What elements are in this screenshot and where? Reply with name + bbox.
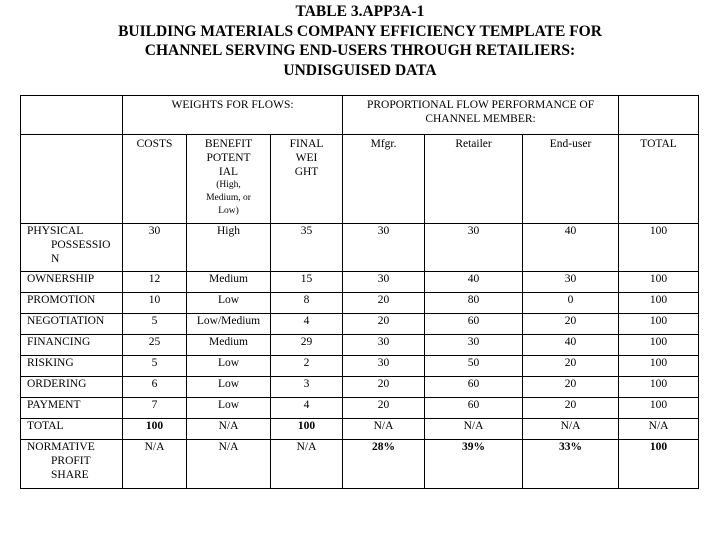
costs-cell: 7 — [123, 398, 187, 419]
row-label: NEGOTIATION — [21, 314, 123, 335]
benefit-note-line-2: Medium, or — [206, 193, 251, 203]
end-user-cell: 20 — [523, 314, 619, 335]
row-label-line-3: SHARE — [51, 469, 89, 481]
benefit-cell: Low — [187, 398, 271, 419]
costs-cell: 10 — [123, 293, 187, 314]
costs-cell: 12 — [123, 272, 187, 293]
row-label — [21, 224, 123, 272]
costs-cell: 25 — [123, 335, 187, 356]
table-row — [21, 314, 699, 335]
end-user-cell: 0 — [523, 293, 619, 314]
title-line-4: UNDISGUISED DATA — [283, 61, 437, 79]
row-label: FINANCING — [21, 335, 123, 356]
benefit-cell: N/A — [187, 440, 271, 489]
benefit-note-line-1: (High, — [216, 180, 241, 190]
title-line-1: TABLE 3.APP3A-1 — [295, 3, 425, 20]
retailer-header: Retailer — [425, 135, 523, 224]
efficiency-template-table — [20, 95, 699, 489]
row-label-line-1: PHYSICAL — [27, 225, 84, 237]
mfgr-cell: 30 — [343, 272, 425, 293]
benefit-header-line-2: POTENT — [206, 152, 251, 164]
costs-cell: 5 — [123, 314, 187, 335]
header-column-row — [21, 135, 699, 224]
benefit-header-line-3: IAL — [218, 166, 239, 178]
table-row — [21, 356, 699, 377]
row-label: PAYMENT — [21, 398, 123, 419]
retailer-cell: 60 — [425, 398, 523, 419]
total-cell: 100 — [619, 335, 699, 356]
total-cell: 100 — [619, 356, 699, 377]
costs-header: COSTS — [123, 135, 187, 224]
benefit-cell: Low — [187, 377, 271, 398]
total-cell: 100 — [619, 272, 699, 293]
end-user-cell: 40 — [523, 224, 619, 272]
header-group-row — [21, 96, 699, 135]
end-user-header: End-user — [523, 135, 619, 224]
benefit-cell: Low/Medium — [187, 314, 271, 335]
retailer-cell: 60 — [425, 314, 523, 335]
costs-cell: 100 — [123, 419, 187, 440]
row-label: TOTAL — [21, 419, 123, 440]
end-user-cell: 20 — [523, 377, 619, 398]
row-label: OWNERSHIP — [21, 272, 123, 293]
retailer-cell: 50 — [425, 356, 523, 377]
final-weight-cell: 35 — [271, 224, 343, 272]
total-cell: N/A — [619, 419, 699, 440]
costs-cell: 5 — [123, 356, 187, 377]
total-cell: 100 — [619, 377, 699, 398]
total-header: TOTAL — [619, 135, 699, 224]
title-line-3: CHANNEL SERVING END-USERS THROUGH RETAILIERS: — [144, 42, 576, 59]
total-cell: 100 — [619, 224, 699, 272]
final-weight-cell: 29 — [271, 335, 343, 356]
final-weight-cell: 8 — [271, 293, 343, 314]
row-label-line-2: POSSESSIO — [51, 239, 111, 251]
title-line-2: BUILDING MATERIALS COMPANY EFFICIENCY TEMPLATE FOR — [118, 22, 602, 40]
benefit-potential-header — [187, 135, 271, 224]
mfgr-cell: 30 — [343, 356, 425, 377]
retailer-cell: 40 — [425, 272, 523, 293]
costs-cell: 6 — [123, 377, 187, 398]
total-cell: 100 — [619, 398, 699, 419]
table-title — [0, 2, 720, 80]
benefit-header-line-1: BENEFIT — [204, 138, 253, 150]
row-label-line-1: NORMATIVE — [27, 441, 95, 453]
performance-group-line-1: PROPORTIONAL FLOW PERFORMANCE OF — [366, 99, 595, 111]
performance-group-header — [343, 96, 619, 135]
mfgr-cell: N/A — [343, 419, 425, 440]
table-row — [21, 377, 699, 398]
benefit-cell: Low — [187, 356, 271, 377]
row-label-line-2: PROFIT — [51, 455, 91, 467]
benefit-cell: Low — [187, 293, 271, 314]
normative-profit-share-row — [21, 440, 699, 489]
total-cell: 100 — [619, 293, 699, 314]
final-weight-cell: 15 — [271, 272, 343, 293]
table-row — [21, 293, 699, 314]
mfgr-cell: 30 — [343, 335, 425, 356]
row-label: ORDERING — [21, 377, 123, 398]
costs-cell: N/A — [123, 440, 187, 489]
end-user-cell: 20 — [523, 398, 619, 419]
final-weight-header — [271, 135, 343, 224]
header-blank-total-cell — [619, 96, 699, 135]
final-header-line-2: WEI — [295, 152, 318, 164]
retailer-cell: 30 — [425, 224, 523, 272]
end-user-cell: 40 — [523, 335, 619, 356]
benefit-cell: Medium — [187, 272, 271, 293]
final-weight-cell: N/A — [271, 440, 343, 489]
table-row — [21, 224, 699, 272]
final-weight-cell: 3 — [271, 377, 343, 398]
mfgr-cell: 30 — [343, 224, 425, 272]
final-weight-cell: 2 — [271, 356, 343, 377]
retailer-cell: 39% — [425, 440, 523, 489]
benefit-cell: Medium — [187, 335, 271, 356]
retailer-cell: 80 — [425, 293, 523, 314]
retailer-cell: 60 — [425, 377, 523, 398]
final-weight-cell: 4 — [271, 314, 343, 335]
final-weight-cell: 100 — [271, 419, 343, 440]
performance-group-line-2: CHANNEL MEMBER: — [425, 113, 536, 125]
mfgr-header: Mfgr. — [343, 135, 425, 224]
end-user-cell: N/A — [523, 419, 619, 440]
row-label: PROMOTION — [21, 293, 123, 314]
weights-group-header: WEIGHTS FOR FLOWS: — [123, 96, 343, 135]
total-cell: 100 — [619, 440, 699, 489]
table-row — [21, 398, 699, 419]
end-user-cell: 20 — [523, 356, 619, 377]
total-cell: 100 — [619, 314, 699, 335]
mfgr-cell: 20 — [343, 398, 425, 419]
header-blank-cell — [21, 96, 123, 135]
final-weight-cell: 4 — [271, 398, 343, 419]
final-header-line-3: GHT — [294, 166, 319, 178]
row-label — [21, 440, 123, 489]
costs-cell: 30 — [123, 224, 187, 272]
mfgr-cell: 20 — [343, 377, 425, 398]
table-row — [21, 335, 699, 356]
benefit-note-line-3: Low) — [218, 206, 239, 216]
retailer-cell: 30 — [425, 335, 523, 356]
mfgr-cell: 28% — [343, 440, 425, 489]
end-user-cell: 30 — [523, 272, 619, 293]
benefit-cell: High — [187, 224, 271, 272]
mfgr-cell: 20 — [343, 293, 425, 314]
table-row — [21, 272, 699, 293]
end-user-cell: 33% — [523, 440, 619, 489]
total-row — [21, 419, 699, 440]
benefit-cell: N/A — [187, 419, 271, 440]
final-header-line-1: FINAL — [289, 138, 324, 150]
row-label: RISKING — [21, 356, 123, 377]
mfgr-cell: 20 — [343, 314, 425, 335]
retailer-cell: N/A — [425, 419, 523, 440]
row-label-line-3: N — [51, 253, 60, 265]
header-label-blank-cell — [21, 135, 123, 224]
